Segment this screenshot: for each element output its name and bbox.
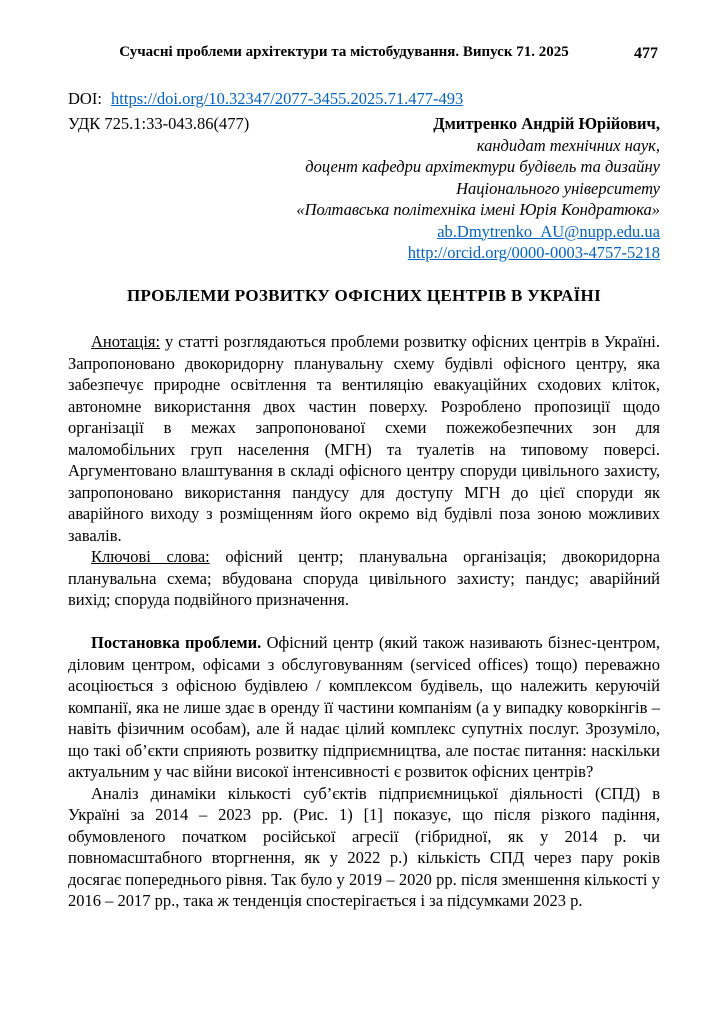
analysis-paragraph bbox=[68, 783, 660, 912]
running-header bbox=[68, 42, 660, 64]
author-affiliation-block bbox=[68, 135, 660, 221]
author-university-name: «Полтавська політехніка імені Юрія Кондратюка» bbox=[296, 200, 660, 219]
paragraph-text: Аналіз динаміки кількості суб’єктів підприємницької діяльності (СПД) в Україні за 2014 – 2023 рр. (Рис. 1) [1] показує, що після різкого падіння, обумовленого початком російської агресії (гібридної, як у 2014 р. чи повномасштабного вторгнення, як у 2022 р.) кількість СПД через пару років досягає попереднього рівня. Так було у 2019 – 2020 рр. після зменшення кількості у 2016 – 2017 рр., така ж тенденція спостерігається і за підсумками 2023 р. bbox=[68, 783, 660, 910]
article-title: ПРОБЛЕМИ РОЗВИТКУ ОФІСНИХ ЦЕНТРІВ В УКРАЇНІ bbox=[126, 285, 601, 305]
keywords-text: офісний центр; планувальна організація; двокоридорна планувальна схема; вбудована споруда цивільного захисту; пандус; аварійний вихід; споруда подвійного призначення. bbox=[68, 547, 660, 609]
keywords-label: Ключові слова: bbox=[91, 547, 210, 566]
author-name: Дмитренко Андрій Юрійович, bbox=[433, 114, 660, 133]
udc-code: УДК 725.1:33-043.86(477) bbox=[68, 114, 250, 133]
abstract-paragraph bbox=[68, 331, 660, 546]
doi-line bbox=[68, 88, 660, 110]
author-position: доцент кафедри архітектури будівель та дизайну bbox=[305, 157, 660, 176]
author-university: Національного університету bbox=[456, 178, 660, 198]
problem-statement-paragraph bbox=[68, 632, 660, 783]
udc-author-row bbox=[68, 113, 660, 135]
abstract-text: у статті розглядаються проблеми розвитку офісних центрів в Україні. Запропоновано двокоридорну планувальну схему будівлі офісного центру, яка забезпечує природне освітлення та вентиляцію евакуаційних сходових кліток, автономне використання двох частин поверху. Розроблено пропозиції щодо організації в межах запропонованої схеми пожежобезпечних зон для маломобільних груп населення (МГН) та туалетів на типовому поверсі. Аргументовано влаштування в складі офісного центру споруди цивільного захисту, запропоновано використання пандусу для доступу МГН до цієї споруди як аварійного виходу з розміщенням його окремо від будівлі поза зоною можливих завалів. bbox=[68, 332, 660, 545]
page-content bbox=[68, 42, 660, 912]
author-email-link[interactable]: ab.Dmytrenko_AU@nupp.edu.ua bbox=[437, 221, 660, 241]
author-orcid-link[interactable]: http://orcid.org/0000-0003-4757-5218 bbox=[407, 243, 660, 262]
keywords-paragraph bbox=[68, 546, 660, 611]
page-number: 477 bbox=[634, 45, 658, 62]
abstract-label: Анотація: bbox=[91, 332, 161, 351]
author-degree: кандидат технічних наук, bbox=[476, 135, 660, 155]
journal-title: Сучасні проблеми архітектури та містобудування. Випуск 71. 2025 bbox=[119, 44, 569, 60]
doi-link[interactable]: https://doi.org/10.32347/2077-3455.2025.71.477-493 bbox=[111, 88, 464, 108]
paragraph-lead: Постановка проблеми. bbox=[91, 633, 262, 652]
paragraph-text: Офісний центр (який також називають бізнес-центром, діловим центром, офісами з обслуговуванням (serviced offices) тощо) переважно асоціюється з офісною будівлею / комплексом будівель, що належить керуючій компанії, яка не лише здає в оренду її частини компаніям (а у випадку коворкінгів – навіть фізичним особам), але й надає цілий комплекс супутніх послуг. Зрозуміло, що такі об’єкти сприяють розвитку підприємництва, але постає питання: наскільки актуальним у час війни високої інтенсивності є розвиток офісних центрів? bbox=[68, 633, 661, 781]
author-links bbox=[68, 221, 660, 264]
doi-label: DOI: bbox=[68, 88, 102, 108]
